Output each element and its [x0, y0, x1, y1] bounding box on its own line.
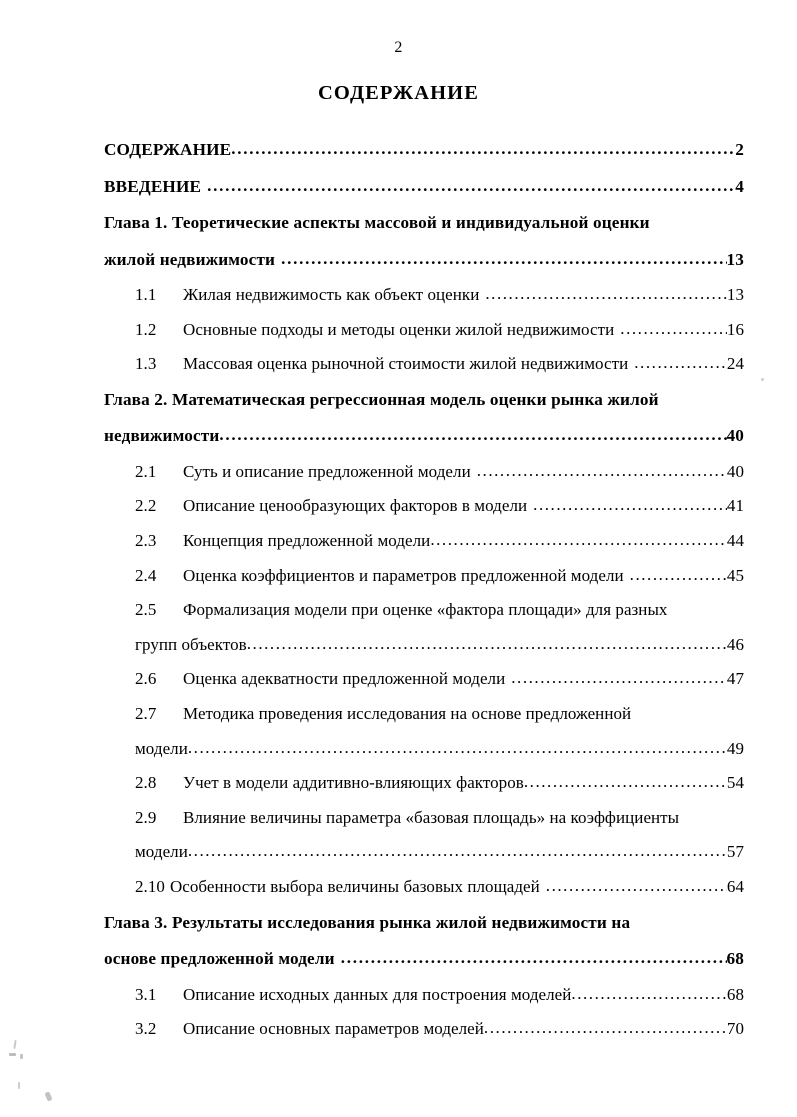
- leader-dots: [219, 417, 726, 454]
- toc-entry[interactable]: [104, 662, 744, 697]
- toc-entry-number: 2.3: [135, 530, 157, 550]
- toc-entry-page-number: 24: [726, 354, 744, 374]
- toc-entry[interactable]: [104, 870, 744, 905]
- toc-entry-page-number: 16: [726, 319, 744, 339]
- toc-entry-page-number: 2: [735, 140, 744, 159]
- toc-entry-label: жилой недвижимости: [104, 249, 276, 269]
- toc-entry-label: Основные подходы и методы оценки жилой недвижимости: [183, 319, 615, 339]
- toc-entry-label: Оценка адекватности предложенной модели: [183, 669, 506, 689]
- toc-entry-line: [104, 524, 744, 559]
- toc-entry-label: Особенности выбора величины базовых площадей: [169, 876, 540, 896]
- toc-entry-line: [104, 132, 744, 169]
- toc-entry-page-number: 47: [726, 669, 744, 689]
- toc-entry-label: ВВЕДЕНИЕ: [104, 176, 202, 196]
- toc-entry-number: 2.10: [135, 876, 165, 896]
- toc-entry-page-number: 44: [726, 530, 744, 550]
- scan-speck: [13, 1040, 16, 1049]
- toc-entry-line: [104, 559, 744, 594]
- toc-entry-line: [104, 593, 744, 628]
- toc-entry-page-number: 64: [726, 876, 744, 896]
- toc-entry-number: 2.9: [135, 807, 157, 827]
- toc-entry-page-number: 41: [726, 496, 744, 516]
- toc-entry-number: 2.1: [135, 461, 157, 481]
- scan-speck: [20, 1054, 23, 1059]
- toc-entry-label: Концепция предложенной модели: [183, 530, 431, 550]
- toc-entry-line: [104, 697, 744, 732]
- toc-entry-number: 2.5: [135, 600, 157, 620]
- toc-entry-page-number: 46: [726, 634, 744, 654]
- toc-entry-page-number: 57: [726, 842, 744, 862]
- toc-entry-number: 2.2: [135, 496, 157, 516]
- toc-entry[interactable]: [104, 1012, 744, 1047]
- toc-entry[interactable]: [104, 132, 744, 169]
- toc-entry-label: групп объектов: [135, 634, 247, 654]
- toc-entry-label: Суть и описание предложенной модели: [183, 461, 471, 481]
- toc-entry-label: Учет в модели аддитивно-влияющих факторов: [183, 773, 524, 793]
- toc-entry-label: Методика проведения исследования на основе предложенной: [183, 703, 632, 723]
- toc-entry-label: Оценка коэффициентов и параметров предложенной модели: [183, 565, 624, 585]
- toc-entry-line: [104, 205, 744, 242]
- scan-speck: [18, 1082, 20, 1089]
- leader-dots: [341, 940, 727, 977]
- toc-entry-line: [104, 489, 744, 524]
- toc-entry-label: Глава 2. Математическая регрессионная модель оценки рынка жилой: [104, 389, 659, 409]
- leader-dots: [477, 454, 727, 489]
- toc-entry-line: [104, 382, 744, 419]
- toc-entry[interactable]: [104, 205, 744, 278]
- leader-dots: [188, 834, 727, 869]
- toc-entry[interactable]: [104, 801, 744, 870]
- toc-entry-number: 1.1: [135, 285, 157, 304]
- leader-dots: [247, 627, 727, 662]
- toc-entry-page-number: 40: [726, 461, 744, 481]
- toc-entry-page-number: 13: [726, 249, 744, 269]
- toc-entry[interactable]: [104, 593, 744, 662]
- toc-entry-label: СОДЕРЖАНИЕ: [104, 140, 232, 159]
- toc-entry-number: 2.6: [135, 669, 157, 689]
- toc-entry-label: Массовая оценка рыночной стоимости жилой недвижимости: [183, 354, 629, 374]
- toc-entry-line: [104, 313, 744, 348]
- toc-entry-line: [104, 978, 744, 1013]
- toc-entry-line: [104, 905, 744, 942]
- toc-entry-number: 1.2: [135, 319, 157, 339]
- toc-entry[interactable]: [104, 489, 744, 524]
- leader-dots: [511, 661, 727, 696]
- leader-dots: [484, 1011, 727, 1046]
- leader-dots: [546, 869, 727, 904]
- toc-entry-line: [104, 801, 744, 836]
- toc-entry-page-number: 68: [726, 949, 744, 968]
- toc-entry-label: Влияние величины параметра «базовая площадь» на коэффициенты: [183, 807, 680, 827]
- toc-entry[interactable]: [104, 905, 744, 978]
- toc-entry-label: модели: [135, 842, 188, 862]
- toc-entry-line: [104, 169, 744, 206]
- toc-entry-label: Описание ценообразующих факторов в модели: [183, 496, 528, 516]
- toc-entry[interactable]: [104, 559, 744, 594]
- toc-entry-line: [104, 870, 744, 905]
- toc-entry-number: 3.1: [135, 984, 157, 1004]
- toc-entry-line: [104, 1012, 744, 1047]
- toc-entry-label: основе предложенной модели: [104, 949, 335, 968]
- toc-entry-page-number: 13: [726, 285, 744, 304]
- leader-dots: [630, 558, 727, 593]
- toc-entry[interactable]: [104, 524, 744, 559]
- leader-dots: [485, 277, 727, 312]
- toc-entry-label: модели: [135, 738, 188, 758]
- scan-speck: [44, 1091, 52, 1101]
- toc-entry-number: 3.2: [135, 1019, 157, 1039]
- toc-entry[interactable]: [104, 382, 744, 455]
- toc-entry-label: Жилая недвижимость как объект оценки: [183, 285, 480, 304]
- table-of-contents: [104, 132, 744, 1047]
- toc-entry-label: Глава 1. Теоретические аспекты массовой и индивидуальной оценки: [104, 213, 650, 232]
- leader-dots: [188, 731, 727, 766]
- toc-entry-line: [104, 662, 744, 697]
- toc-entry[interactable]: [104, 978, 744, 1013]
- toc-entry-page-number: 49: [726, 738, 744, 758]
- toc-entry-continuation-line: [104, 628, 744, 663]
- scan-speck: [9, 1053, 16, 1056]
- toc-entry[interactable]: [104, 455, 744, 490]
- toc-entry-label: Описание исходных данных для построения моделей: [183, 984, 572, 1004]
- page-number-header: 2: [394, 39, 403, 56]
- leader-dots: [231, 131, 735, 168]
- toc-entry[interactable]: [104, 278, 744, 313]
- toc-entry-line: [104, 455, 744, 490]
- toc-entry[interactable]: [104, 169, 744, 206]
- toc-entry-continuation-line: [104, 941, 744, 978]
- toc-entry[interactable]: [104, 697, 744, 766]
- toc-entry-page-number: 40: [726, 426, 744, 446]
- page-title: СОДЕРЖАНИЕ: [318, 82, 479, 104]
- leader-dots: [207, 168, 735, 205]
- toc-entry-line: [104, 766, 744, 801]
- toc-entry[interactable]: [104, 766, 744, 801]
- toc-entry[interactable]: [104, 313, 744, 348]
- leader-dots: [524, 765, 727, 800]
- toc-entry-line: [104, 347, 744, 382]
- leader-dots: [430, 523, 727, 558]
- toc-entry[interactable]: [104, 347, 744, 382]
- leader-dots: [634, 346, 727, 381]
- toc-entry-number: 2.7: [135, 703, 157, 723]
- toc-entry-number: 2.8: [135, 773, 157, 793]
- toc-entry-continuation-line: [104, 242, 744, 279]
- toc-entry-number: 1.3: [135, 354, 157, 374]
- toc-entry-page-number: 68: [726, 984, 744, 1004]
- toc-entry-label: Глава 3. Результаты исследования рынка жилой недвижимости на: [104, 912, 631, 932]
- scan-speck: [761, 378, 764, 381]
- toc-entry-page-number: 4: [735, 176, 744, 196]
- toc-entry-page-number: 54: [726, 773, 744, 793]
- toc-entry-page-number: 70: [726, 1019, 744, 1039]
- leader-dots: [620, 312, 727, 347]
- toc-entry-label: недвижимости: [104, 426, 220, 446]
- toc-entry-line: [104, 278, 744, 313]
- toc-entry-continuation-line: [104, 418, 744, 455]
- toc-entry-number: 2.4: [135, 565, 157, 585]
- leader-dots: [533, 488, 727, 523]
- toc-entry-page-number: 45: [726, 565, 744, 585]
- toc-entry-label: Описание основных параметров моделей: [183, 1019, 484, 1039]
- leader-dots: [281, 241, 726, 278]
- leader-dots: [571, 977, 727, 1012]
- toc-entry-label: Формализация модели при оценке «фактора площади» для разных: [183, 600, 668, 620]
- toc-entry-continuation-line: [104, 732, 744, 767]
- toc-entry-continuation-line: [104, 835, 744, 870]
